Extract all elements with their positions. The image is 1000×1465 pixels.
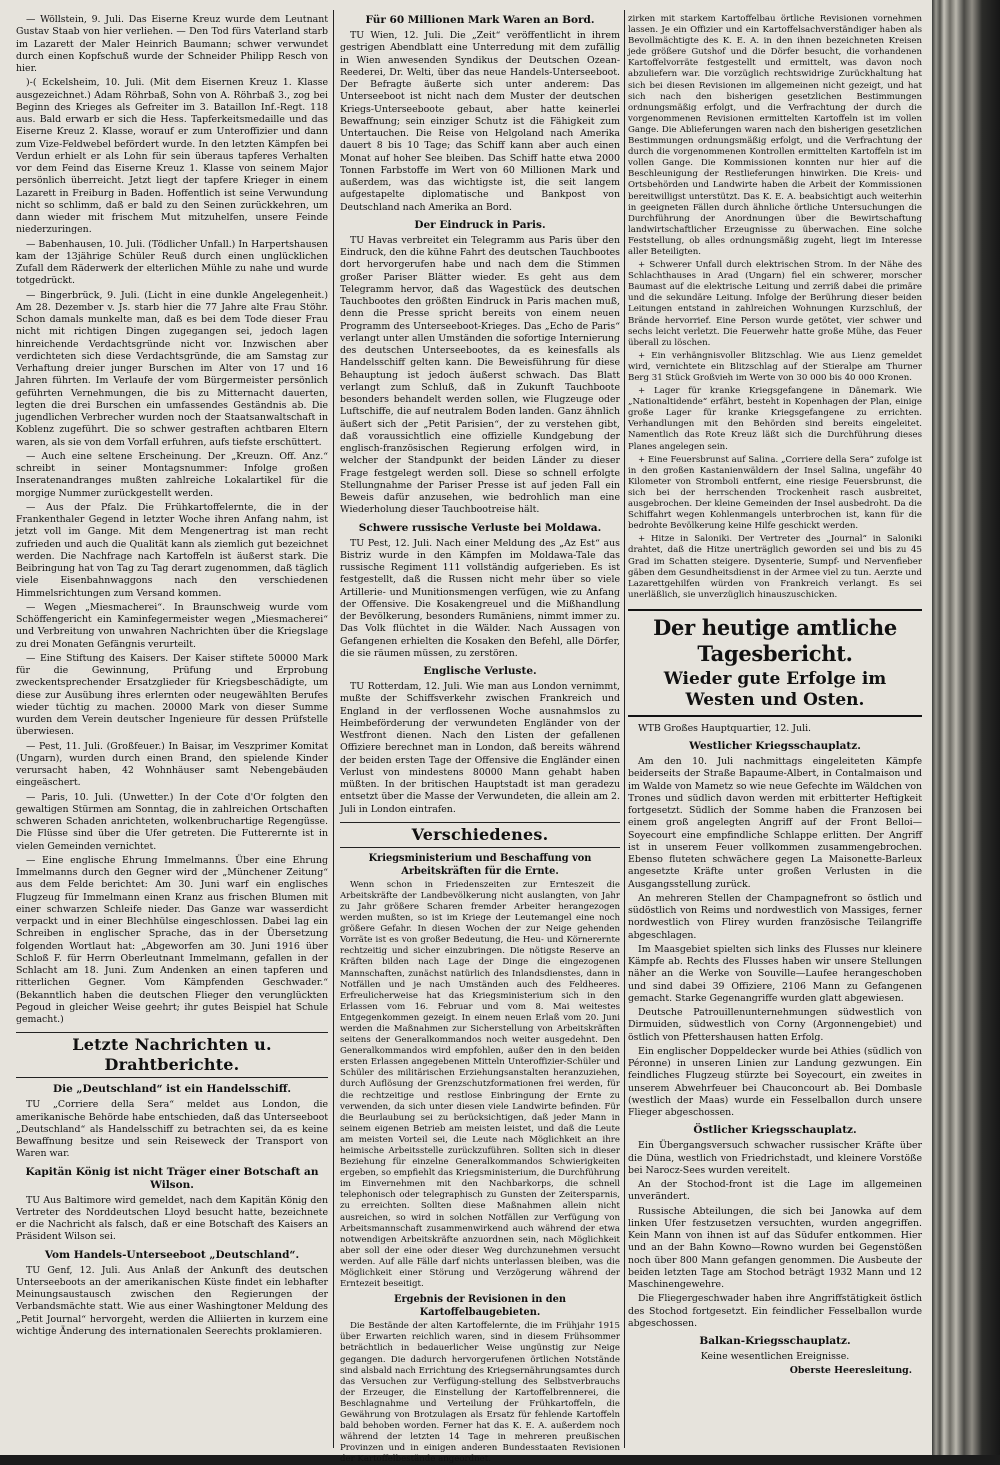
article-lager-daenemark: + Lager für kranke Kriegsgefangene in Dänemark. Wie „Nationaltidende“ erfährt, besteht in Kopenhagen der Plan, einige große Lager für kranke Kriegsgefangene zu errichten. Verhandlungen mit den Behörden sind bereits eingeleitet. Namentlich das Rote Kreuz läßt sich die Durchführung dieses Planes angelegen sein. <box>628 386 922 452</box>
headline-englische-verluste: Englische Verluste. <box>423 665 537 677</box>
article-unfall-strom: + Schwerer Unfall durch elektrischen Strom. In der Nähe des Schlachthauses in Arad (Ungarn) fiel ein schwerer, morscher Baumast auf die elektrische Leitung und zerriß dabei die primäre und die sekundäre Leitung. Infolge der Berührung dieser beiden Leitungen entstand in zahlreichen Wohnungen Kurzschluß, der Brände hervorrief. Eine Person wurde getötet, vier schwer und sechs leicht verletzt. Die Feuerwehr hatte große Mühe, das Feuer überall zu löschen. <box>628 260 922 348</box>
headline-kapitaen-koenig: Kapitän König ist nicht Träger einer Botschaft an Wilson. <box>25 1165 319 1191</box>
daily-report-subtitle: Wieder gute Erfolge im Westen und Osten. <box>663 668 887 710</box>
article-revisionen-kartoffel: Die Bestände der alten Kartoffelernte, die im Frühjahr 1915 über Erwarten reichlich waren, sind in diesem Frühsommer beträchtlich in bedauerlicher Weise ungünstig zur Neige gegangen. Die dadurch hervorgerufenen örtlichen Notstände sind alsbald nach Errichtung des Kriegsernährungsamtes durch das Versuchen zur Verfügung-stellung des Selbstverbrauchs der Erzeuger, die Einstellung der Kartoffelbrennerei, die Beschlagnahme und Verteilung der Frühkartoffeln, die Gewährung von Brotzulagen als Ersatz für fehlende Kartoffeln bald behoben worden. Ferner hat das K. E. A. außerdem noch während der letzten 14 Tage in mehreren preußischen Provinzen und in einigen anderen Bundesstaaten Revisionen der Kartoffelbestände angeordnet. <box>340 1321 620 1465</box>
article-paris-unwetter: — Paris, 10. Juli. (Unwetter.) In der Cote d'Or folgten den gewaltigen Stürmen am Sonntag, die in zahlreichen Ortschaften schweren Schaden anrichteten, wolkenbruchartige Regengüsse. Die Flüsse sind über die Ufer getreten. Die Futterernte ist in vielen Gemeinden vernichtet. <box>16 791 328 852</box>
article-kriegsministerium-ernte: Wenn schon in Friedenszeiten zur Ernteszeit die Arbeitskräfte der Landbevölkerung nicht auslangten, von Jahr zu Jahr größere Scharen fremder Arbeiter herangezogen werden mußten, so ist im Kriege der Leutemangel eine noch größere Gefahr. In diesen Wochen der zur Neige gehenden Vorräte ist es von großer Bedeutung, die Heu- und Körnerernte rechtzeitig und sicher einzubringen. Die nötigste Reserve an Kräften bilden nach Lage der Dinge die eingezogenen Mannschaften, zunächst natürlich des Inlandsdienstes, dann in Notfällen und je nach Umständen auch des Feldheeres. Erfreulicherweise hat das Kriegsministerium sich in den Erlassen vom 16. Februar und vom 8. Mai weitestes Entgegenkommen gezeigt. In einem neuen Erlaß vom 20. Juni werden die Maßnahmen zur Sicherstellung von Arbeitskräften seitens der Generalkommandos noch weiter ausgedehnt. Den Generalkommandos wird empfohlen, außer den in den beiden ersten Erlassen angegebenen Mitteln Unteroffizier-Schüler und Schüler des militärischen Erziehungsanstalten heranzuziehen, durch Auflösung der Grenzschutzformationen frei werden, für die rechtzeitige und restlose Einbringung der Ernte zu verwenden, da sich unter diesen viele Landwirte befinden. Für die Beurlaubung sei zu berücksichtigen, daß jeder Mann in seinem eigenen Betrieb am meisten leistet, und daß die Leute am meisten Vorteil sei, die Leute nach Möglichkeit an ihre heimische Arbeitsstelle zurückzuführen. Sollten sich in dieser Beziehung für einzelne Generalkommandos Schwierigkeiten ergeben, so empfiehlt das Kriegsministerium, die Durchführung im Einvernehmen mit den Nachbarkorps, die schnell telephonisch oder telegraphisch zu Gunsten der Zeitersparnis, zu erreichten. Sollten diese Maßnahmen allein nicht ausreichen, so wird in solchen Notfällen zur Verfügung von Arbeitsmannschaft zusammenwirkend auch während der etwa notwendigen Arbeitskräfte anzuordnen sein, nach Möglichkeit aber soll der eine oder dieser Weg durchzunehmen versucht werden. Auf alle Fälle darf nichts unterlassen bleiben, was die Möglichkeit einer Störung und Verzögerung während der Erntezeit beseitigt. <box>340 879 620 1290</box>
headline-russische-verluste: Schwere russische Verluste bei Moldawa. <box>358 521 602 534</box>
headline-kriegsministerium-ernte: Kriegsministerium und Beschaffung von Arbeitskräften für die Ernte. <box>368 852 592 877</box>
article-woellstein: — Wöllstein, 9. Juli. Das Eiserne Kreuz wurde dem Leutnant Gustav Staab von hier verliehen. — Den Tod fürs Vaterland starb im Lazarett der Maler Heinrich Baumann; schwer verwundet durch einen Kopfschuß wurde der Schneider Philipp Resch von hier. <box>16 14 328 74</box>
article-eindruck-paris: TU Havas verbreitet ein Telegramm aus Paris über den Eindruck, den die kühne Fahrt des deutschen Tauchbootes dort hervorgerufen habe und nach dem die Stimmen großer Pariser Blätter wieder. Es geht aus dem Telegramm hervor, daß das Wagestück des deutschen Tauchbootes den größten Eindruck in Paris machen muß, denn die Presse spricht bereits von einem neuen Programm des Unterseeboot-Krieges. Das „Echo de Paris“ verlangt unter allen Umständen die sofortige Internierung des deutschen Unterseebootes, da es keinesfalls als Handelsschiff gelten kann. Die Beweisführung für diese Behauptung ist jedoch äußerst schwach. Das Blatt verlangt zum Schluß, daß in Zukunft Tauchboote besonders behandelt werden sollen, wie Flugzeuge oder Luftschiffe, die auf neutralem Boden landen. Ganz ähnlich äußert sich der „Petit Parisien“, der zu verstehen gibt, daß voraussichtlich eine offizielle Kundgebung der englisch-französischen Regierung erfolgen wird, in welcher der Standpunkt der beiden Länder zu dieser Frage festgelegt werden soll. Diese so schnell erfolgte Stellungnahme der Pariser Presse ist auf jeden Fall ein Beweis dafür anzusehen, wie bedrohlich man eine Wiederholung dieser Tauchbootreise hält. <box>340 234 620 516</box>
headline-handels-unterseeboot: Vom Handels-Unterseeboot „Deutschland“. <box>44 1248 300 1261</box>
article-pest-grossfeuer: — Pest, 11. Juli. (Großfeuer.) In Baisar, im Veszprimer Komitat (Ungarn), wurden durch einen Brand, den spielende Kinder verursacht haben, 42 Wohnhäuser samt Nebengebäuden eingeäschert. <box>16 740 328 789</box>
article-ehrung-immelmann: — Eine englische Ehrung Immelmanns. Über eine Ehrung Immelmanns durch den Gegner wird der „Münchener Zeitung“ aus dem Felde berichtet: Am 30. Juni warf ein englisches Flugzeug für Immelmann einen Kranz aus frischen Blumen mit einer schwarzen Schleife nieder. Das Ganze war wasserdicht verpackt und in einer Blechhülse eingeschlossen. Dabei lag ein Schreiben in englischer Sprache, das in der Übersetzung folgenden Wortlaut hat: „Abgeworfen am 30. Juni 1916 über Schloß F. für Herrn Oberleutnant Immelmann, gefallen in der Schlacht am 18. Juni. Zum Andenken an einen tapferen und ritterlichen Gegner. Vom Kämpfenden Geschwader.“ (Bekanntlich haben die deutschen Flieger den verunglückten Pegoud in gleicher Weise geehrt; ihr gutes Beispiel hat Schule gemacht.) <box>16 854 328 1025</box>
dateline-hauptquartier: WTB Großes Hauptquartier, 12. Juli. <box>638 722 812 734</box>
report-balkan: Keine wesentlichen Ereignisse. <box>700 1351 850 1363</box>
article-babenhausen: — Babenhausen, 10. Juli. (Tödlicher Unfall.) In Harpertshausen kam der 13jährige Schüler Reuß durch einen unglücklichen Zufall dem Räderwerk der elterlichen Mühle zu nahe und wurde totgedrückt. <box>16 238 328 287</box>
article-deutschland-handelsschiff: TU „Corriere della Sera“ meldet aus London, die amerikanische Behörde habe entschieden, daß das Unterseeboot „Deutschland“ als Handelsschiff zu betrachten sei, da es keine Bewaffnung besitze und sein Reiseweck der Transport von Waren war. <box>16 1099 328 1160</box>
article-aus-der-pfalz: — Aus der Pfalz. Die Frühkartoffelernte, die in der Frankenthaler Gegend in letzter Woche ihren Anfang nahm, ist jetzt voll im Gange. Mit dem Mengenertrag ist man recht zufrieden und auch die Qualität kann als ziemlich gut bezeichnet werden. Die Nachfrage nach Kartoffeln ist äußerst stark. Die Beibringung hat von Tag zu Tag derart zugenommen, daß täglich viele Eisenbahnwaggons nach den verschiedenen Himmelsrichtungen zum Versand kommen. <box>16 501 328 599</box>
daily-report-banner <box>628 609 922 717</box>
headline-deutschland-handelsschiff: Die „Deutschland“ ist ein Handelsschiff. <box>53 1083 291 1096</box>
report-ost-1: Ein Übergangsversuch schwacher russischer Kräfte über die Düna, westlich von Friedrichstadt, und kleinere Vorstöße bei Narocz-Sees wurden vereitelt. <box>628 1140 922 1176</box>
article-60-millionen: TU Wien, 12. Juli. Die „Zeit“ veröffentlicht in ihrem gestrigen Abendblatt eine Unterredung mit dem zufällig in Wien anwesenden Syndikus der Deutschen Ozean-Reederei, Dr. Welti, über das neue Handels-Unterseeboot. Der Befragte äußerte sich unter anderem: Das Unterseeboot ist nicht nach dem Muster der deutschen Kriegs-Unterseeboote gebaut, aber hatte keinerlei Bewaffnung; sein einziger Schutz ist die Fähigkeit zum Untertauchen. Die Reise von Helgoland nach Amerika dauert 8 bis 10 Tage; das Schiff kann aber auch einen Monat auf hoher See bleiben. Das Schiff hatte etwa 2000 Tonnen Farbstoffe im Wert von 60 Millionen Mark und außerdem, was das wichtigste ist, die seit langem aufgestapelte diplomatische und Bankpost von Deutschland nach Amerika an Bord. <box>340 30 620 213</box>
article-seltene-erscheinung: — Auch eine seltene Erscheinung. Der „Kreuzn. Off. Anz.“ schreibt in seiner Montagsnummer: Infolge großen Inseratenandranges mußten zahlreiche Lokalartikel für die morgige Nummer zurückgestellt werden. <box>16 450 328 499</box>
column-middle <box>340 14 620 1465</box>
headline-balkan-kriegsschauplatz: Balkan-Kriegsschauplatz. <box>699 1335 851 1348</box>
column-right <box>628 14 922 1446</box>
report-ost-2: An der Stochod-front ist die Lage im allgemeinen unverändert. <box>628 1179 922 1203</box>
column-rule <box>624 10 625 1448</box>
article-englische-verluste: TU Rotterdam, 12. Juli. Wie man aus London vernimmt, mußte der Schiffsverkehr zwischen Frankreich und England in der verflossenen Woche ausnahmslos zu Heimbeförderung der verwundeten Engländer von der Westfront dienen. Nach den Listen der gefallenen Offiziere berechnet man in London, daß bereits während der beiden ersten Tage der Offensive die Engländer einen Verlust von mindestens 80000 Mann gehabt haben müßten. In der britischen Hauptstadt ist man geradezu entsetzt über die Masse der Verwundeten, die allein am 2. Juli in London eintrafen. <box>340 681 620 815</box>
report-ost-3: Russische Abteilungen, die sich bei Janowka auf dem linken Ufer festzusetzen versuchten, wurden angegriffen. Kein Mann von ihnen ist auf das Südufer entkommen. Hier und an der Bahn Kowno—Rowno wurden bei Gegenstößen noch über 800 Mann gefangen genommen. Die Ausbeute der beiden letzten Tage am Stochod beträgt 1932 Mann und 12 Maschinengewehre. <box>628 1205 922 1291</box>
article-eckelsheim: )-( Eckelsheim, 10. Juli. (Mit dem Eisernen Kreuz 1. Klasse ausgezeichnet.) Adam Röhrbaß, Sohn von A. Röhrbaß 3., zog bei Beginn des Krieges als Gefreiter im 3. Bataillon Inf.-Regt. 118 aus. Bald erwarb er sich die Hess. Tapferkeitsmedaille und das Eiserne Kreuz 2. Klasse, worauf er zum Unteroffizier und dann zum Vize-Feldwebel befördert wurde. In den letzten Kämpfen bei Verdun erhielt er als Lohn für sein überaus tapferes Verhalten vor dem Feind das Eiserne Kreuz 1. Klasse von seinem Major persönlich überreicht. Jetzt liegt der tapfere Krieger in einem Lazarett in Freiburg in Baden. Hoffentlich ist seine Verwundung nicht so schlimm, daß er bald zu den Seinen zurückkehren, um dann wieder mit frischem Mut mitzuhelfen, unsere Feinde niederzuringen. <box>16 77 328 236</box>
column-rule <box>333 10 334 1448</box>
article-russische-verluste: TU Pest, 12. Juli. Nach einer Meldung des „Az Est“ aus Bistriz wurde in den Kämpfen im Moldawa-Tale das russische Regiment 111 vollständig aufgerieben. Es ist festgestellt, daß die Russen nicht mehr über so viele Artillerie- und Munitionsmengen verfügen, wie zu Anfang der Offensive. Die Kosakengreuel und die Mißhandlung der Bevölkerung, besonders Rumäniens, nimmt immer zu. Das Volk flüchtet in die Wälder. Nach Aussagen von Gefangenen erhielten die Kosaken den Befehl, alle Dörfer, die sie räumen müssen, zu zerstören. <box>340 537 620 659</box>
article-handels-unterseeboot: TU Genf, 12. Juli. Aus Anlaß der Ankunft des deutschen Unterseeboots an der amerikanischen Küste findet ein lebhafter Meinungsaustausch zwischen den Regierungen der Verbandsmächte statt. Wie aus einer Washingtoner Meldung des „Petit Journal“ hervorgeht, werden die Alliierten in kurzem eine wichtige Änderung des internationalen Seerechts proklamieren. <box>16 1264 328 1337</box>
headline-westlicher-kriegsschauplatz: Westlicher Kriegsschauplatz. <box>689 740 861 753</box>
headline-revisionen-kartoffel: Ergebnis der Revisionen in den Kartoffelbaugebieten. <box>394 1294 566 1319</box>
report-west-4: Deutsche Patrouillenunternehmungen südwestlich von Dirmuiden, südwestlich von Corny (Argonnengebiet) und östlich von Pfettershausen hatten Erfolg. <box>628 1007 922 1043</box>
report-west-1: Am den 10. Juli nachmittags eingeleiteten Kämpfe beiderseits der Straße Bapaume-Albert, in Contalmaison und im Walde von Mametz so wie neue Gefechte im Wäldchen von Trones und südlich davon werden mit erbitterter Heftigkeit fortgesetzt. Südlich der Somme haben die Franzosen bei einem groß angelegten Angriff auf der Front Belloi—Soyecourt eine empfindliche Schlappe erlitten. Der Angriff ist in unserem Feuer vollkommen zusammengebrochen. Ebenso fluteten schwächere gegen La Maisonette-Barleux angesetzte Kräfte unter großen Verlusten in die Ausgangsstellung zurück. <box>628 756 922 890</box>
article-stiftung-kaiser: — Eine Stiftung des Kaisers. Der Kaiser stiftete 50000 Mark für die Gewinnung, Prüfung und Erprobung zweckentsprechender Ersatzglieder für Kriegsbeschädigte, um diese zur Ausübung ihres erlernten oder neugewählten Berufes wieder tüchtig zu machen. 20000 Mark von dieser Summe wurden dem Verein deutscher Ingenieure für dessen Prüfstelle überwiesen. <box>16 652 328 738</box>
report-signature: Oberste Heeresleitung. <box>789 1365 912 1377</box>
report-west-3: Im Maasgebiet spielten sich links des Flusses nur kleinere Kämpfe ab. Rechts des Flusses haben wir unsere Stellungen näher an die Werke von Souville—Laufee herangeschoben und sind dabei 39 Offiziere, 2106 Mann zu Gefangenen gemacht. Starke Gegenangriffe wurden glatt abgewiesen. <box>628 943 922 1004</box>
headline-60-millionen: Für 60 Millionen Mark Waren an Bord. <box>365 14 595 26</box>
column-left <box>16 14 328 1446</box>
article-feuersbrunst-salina: + Eine Feuersbrunst auf Salina. „Corriere della Sera“ zufolge ist in den großen Kastanienwäldern der Insel Salina, ungefähr 40 Kilometer von Stromboli entfernt, eine riesige Feuersbrunst, die sich bei der herrschenden Trockenheit rasch ausbreitet, ausgebrochen. Der kleine Gemeinden der Insel ausbedroht. Da die Schiffahrt wegen Kohlenmangels unterbrochen ist, kann für die bedrohte Bevölkerung keine Hilfe geschickt werden. <box>628 454 922 532</box>
report-ost-4: Die Fliegergeschwader haben ihre Angriffstätigkeit östlich des Stochod fortgesetzt. Ein feindlicher Fesselballon wurde abgeschossen. <box>628 1293 922 1329</box>
article-hitze-saloniki: + Hitze in Saloniki. Der Vertreter des „Journal“ in Saloniki drahtet, daß die Hitze unerträglich geworden sei und bis zu 45 Grad im Schatten steigere. Dysenterie, Sumpf- und Nervenfieber gäben dem Gesundheitsdienst in der Armee viel zu tun. Aerzte und Lazarettgehilfen würden von Frankreich verlangt. Es sei unerläßlich, sie unverzüglich hinauszuschicken. <box>628 534 922 600</box>
book-spine <box>932 0 1000 1455</box>
article-miesmacherei: — Wegen „Miesmacherei“. In Braunschweig wurde vom Schöffengericht ein Kaminfegermeister wegen „Miesmacherei“ und Verbreitung von unwahren Nachrichten über die Kriegslage zu drei Monaten Gefängnis verurteilt. <box>16 601 328 650</box>
section-title-verschiedenes: Verschiedenes. <box>340 822 620 848</box>
report-west-2: An mehreren Stellen der Champagnefront so östlich und südöstlich von Reims und nordwestlich von Massiges, ferner nordwestlich von Flirey wurden französische Teilangriffe abgeschlagen. <box>628 892 922 941</box>
article-bingerbrueck: — Bingerbrück, 9. Juli. (Licht in eine dunkle Angelegenheit.) Am 28. Dezember v. Js. starb hier die 77 Jahre alte Frau Stöhr. Schon damals munkelte man, daß es bei dem Tode dieser Frau nicht mit richtigen Dingen zugegangen sei, jedoch lagen hinreichende Verdachtsgründe nicht vor. Inzwischen aber verdichteten sich diese Verdachtsgründe, die am Samstag zur Verhaftung dreier junger Burschen im Alter von 17 und 16 Jahren führten. Im Verlaufe der vom Bürgermeister persönlich geführten Vernehmungen, die bis zu Mitternacht dauerten, legten die drei Burschen ein umfassendes Geständnis ab. Die jugendlichen Verbrecher wurden noch der Staatsanwaltschaft in Koblenz zugeführt. Die so schwer gestraften achtbaren Eltern waren, als sie von dem Vorfall erfuhren, aufs tiefste erschüttert. <box>16 289 328 448</box>
daily-report-title: Der heutige amtliche Tagesbericht. <box>653 614 897 666</box>
article-revisionen-continued: zirken mit starkem Kartoffelbau örtliche Revisionen vornehmen lassen. Je ein Offizier und ein Kartoffelsachverständiger haben als Bevollmächtigte des K. E. A. in den ihnen bezeichneten Kreisen jede größere Gutshof und die Dörfer besucht, die vorhandenen Kartoffelvorräte festgestellt und ermittelt, was davon noch abzuliefern war. Die vorzüglich rechtswidrige Zurückhaltung hat sich bei diesen Revisionen im allgemeinen nicht gezeigt, und hat sich nach den bisherigen gesetzlichen Bestimmungen ordnungsmäßig erfolgt, und die Verfrachtung der durch die vorgenommenen Revisionen ermittelten Kartoffeln ist im vollen Gange. Die Ablieferungen waren nach den bisherigen gesetzlichen Bestimmungen ordnungsmäßig erfolgt, und die Verfrachtung der durch die vorgenommenen Kontrollen ermittelten Kartoffeln ist im vollen Gange. Die Kommissionen konnten nur hier auf die Beschleunigung der Restlieferungen hinwirken. Die Kreis- und Ortsbehörden und Landwirte haben die Arbeit der Kommissionen bereitwilligst unterstützt. Das K. E. A. beabsichtigt auch weiterhin in geeigneten Fällen durch ähnliche örtliche Untersuchungen die Durchführung der Anordnungen über die Bewirtschaftung landwirtschaftlicher Erzeugnisse zu überwachen. Eine solche Feststellung, ob alles ordnungsmäßig zugeht, liegt im Interesse aller Beteiligten. <box>628 14 922 257</box>
article-kapitaen-koenig: TU Aus Baltimore wird gemeldet, nach dem Kapitän König den Vertreter des Norddeutschen Lloyd besucht hatte, bezeichnete er die Nachricht als falsch, daß er eine Botschaft des Kaisers an Präsident Wilson sei. <box>16 1194 328 1243</box>
report-west-5: Ein englischer Doppeldecker wurde bei Athies (südlich von Péronne) in unseren Linien zur Landung gezwungen. Ein feindliches Flugzeug stürzte bei Soyecourt, ein zweites in unserem Abwehrfeuer bei Chauconcourt ab. Bei Dombasle (westlich der Maas) wurde ein Fesselballon durch unsere Flieger abgeschossen. <box>628 1045 922 1119</box>
article-blitzschlag: + Ein verhängnisvoller Blitzschlag. Wie aus Lienz gemeldet wird, vernichtete ein Blitzschlag auf der Stieralpe am Thurner Berg 31 Stück Großvieh im Werte von 30 000 bis 40 000 Kronen. <box>628 350 922 383</box>
section-title-latest-news: Letzte Nachrichten u. Drahtberichte. <box>16 1032 328 1078</box>
headline-oestlicher-kriegsschauplatz: Östlicher Kriegsschauplatz. <box>693 1124 857 1137</box>
headline-eindruck-paris: Der Eindruck in Paris. <box>414 218 546 231</box>
